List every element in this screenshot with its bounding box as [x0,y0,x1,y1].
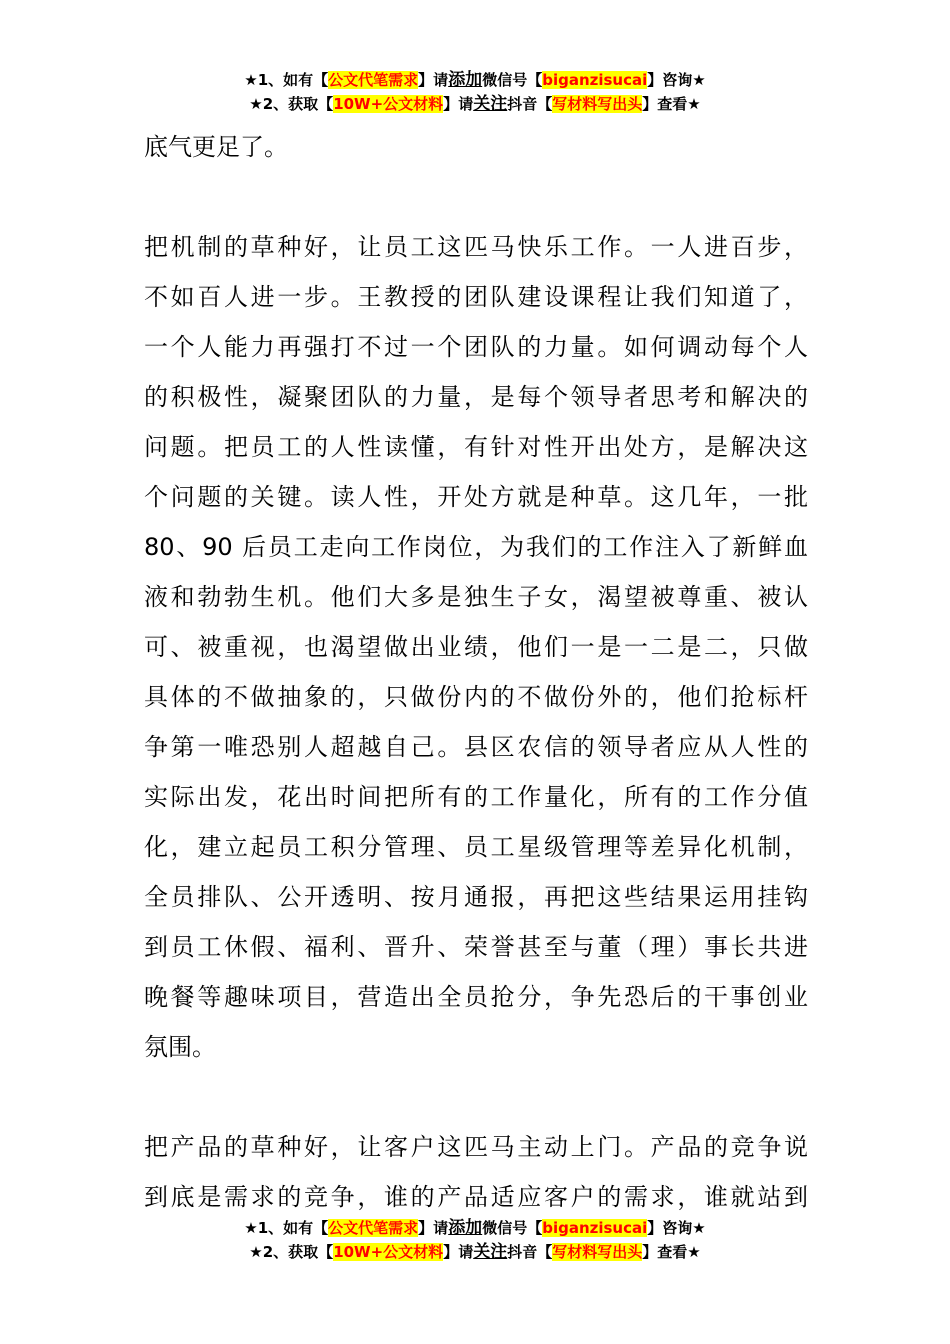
text-line: 问题。把员工的人性读懂，有针对性开出处方，是解决这 [144,433,808,461]
footer-line-2-highlight-1: 10W+公文材料 [333,1243,444,1261]
text-line: 个问题的关键。读人性，开处方就是种草。这几年，一批 [144,483,808,511]
header-line-1-prefix: ★1、如有【 [244,71,329,89]
text-line: 液和勃勃生机。他们大多是独生子女，渴望被尊重、被认 [144,583,808,611]
header-line-2 [0,92,950,116]
text-line: 的积极性，凝聚团队的力量，是每个领导者思考和解决的 [144,383,808,411]
footer-line-2-emphasis: 关注 [473,1242,508,1262]
header-line-1 [0,68,950,92]
footer-line-2-highlight-2: 写材料写出头 [552,1243,643,1261]
footer-line-1-suffix: 】咨询★ [647,1219,706,1237]
footer-line-2 [0,1240,950,1264]
footer-banner [0,1216,950,1264]
text-line: 底气更足了。 [144,133,288,161]
header-line-1-mid-1: 】请 [418,71,449,89]
header-line-1-mid-2: 微信号【 [482,71,543,89]
header-line-2-prefix: ★2、获取【 [249,95,334,113]
text-line: 具体的不做抽象的，只做份内的不做份外的，他们抢标杆 [144,683,808,711]
header-line-1-highlight-1: 公文代笔需求 [328,71,419,89]
text-line: 化，建立起员工积分管理、员工星级管理等差异化机制， [144,833,808,861]
paragraph-gap [144,1072,808,1122]
text-line: 到员工休假、福利、晋升、荣誉甚至与董（理）事长共进 [144,933,808,961]
footer-line-2-prefix: ★2、获取【 [249,1243,334,1261]
header-line-1-emphasis: 添加 [448,70,483,90]
text-line: 氛围。 [144,1033,216,1061]
document-body [144,122,808,1222]
header-line-1-highlight-2: biganzisucai [542,71,648,89]
text-line: 全员排队、公开透明、按月通报，再把这些结果运用挂钩 [144,883,808,911]
text-line: 把机制的草种好，让员工这匹马快乐工作。一人进百步， [144,233,808,261]
footer-line-1-prefix: ★1、如有【 [244,1219,329,1237]
text-line: 不如百人进一步。王教授的团队建设课程让我们知道了， [144,283,808,311]
footer-line-2-mid-2: 抖音【 [507,1243,553,1261]
footer-line-1-mid-2: 微信号【 [482,1219,543,1237]
text-line: 争第一唯恐别人超越自己。县区农信的领导者应从人性的 [144,733,808,761]
header-line-2-mid-2: 抖音【 [507,95,553,113]
header-line-2-suffix: 】查看★ [642,95,701,113]
paragraph-gap [144,172,808,222]
text-line: 一个人能力再强打不过一个团队的力量。如何调动每个人 [144,333,808,361]
footer-line-1-emphasis: 添加 [448,1218,483,1238]
header-line-2-emphasis: 关注 [473,94,508,114]
footer-line-2-mid-1: 】请 [443,1243,474,1261]
footer-line-2-suffix: 】查看★ [642,1243,701,1261]
footer-line-1-highlight-1: 公文代笔需求 [328,1219,419,1237]
text-line: 实际出发，花出时间把所有的工作量化，所有的工作分值 [144,783,808,811]
header-line-2-mid-1: 】请 [443,95,474,113]
footer-line-1 [0,1216,950,1240]
text-line: 晚餐等趣味项目，营造出全员抢分，争先恐后的干事创业 [144,983,808,1011]
header-banner [0,68,950,116]
text-line: 把产品的草种好，让客户这匹马主动上门。产品的竞争说 [144,1133,808,1161]
footer-line-1-highlight-2: biganzisucai [542,1219,648,1237]
header-line-2-highlight-2: 写材料写出头 [552,95,643,113]
text-line: 到底是需求的竞争，谁的产品适应客户的需求，谁就站到 [144,1183,808,1211]
header-line-1-suffix: 】咨询★ [647,71,706,89]
text-line: 可、被重视，也渴望做出业绩，他们一是一二是二，只做 [144,633,808,661]
text-line: 80、90 后员工走向工作岗位，为我们的工作注入了新鲜血 [144,533,808,561]
footer-line-1-mid-1: 】请 [418,1219,449,1237]
header-line-2-highlight-1: 10W+公文材料 [333,95,444,113]
